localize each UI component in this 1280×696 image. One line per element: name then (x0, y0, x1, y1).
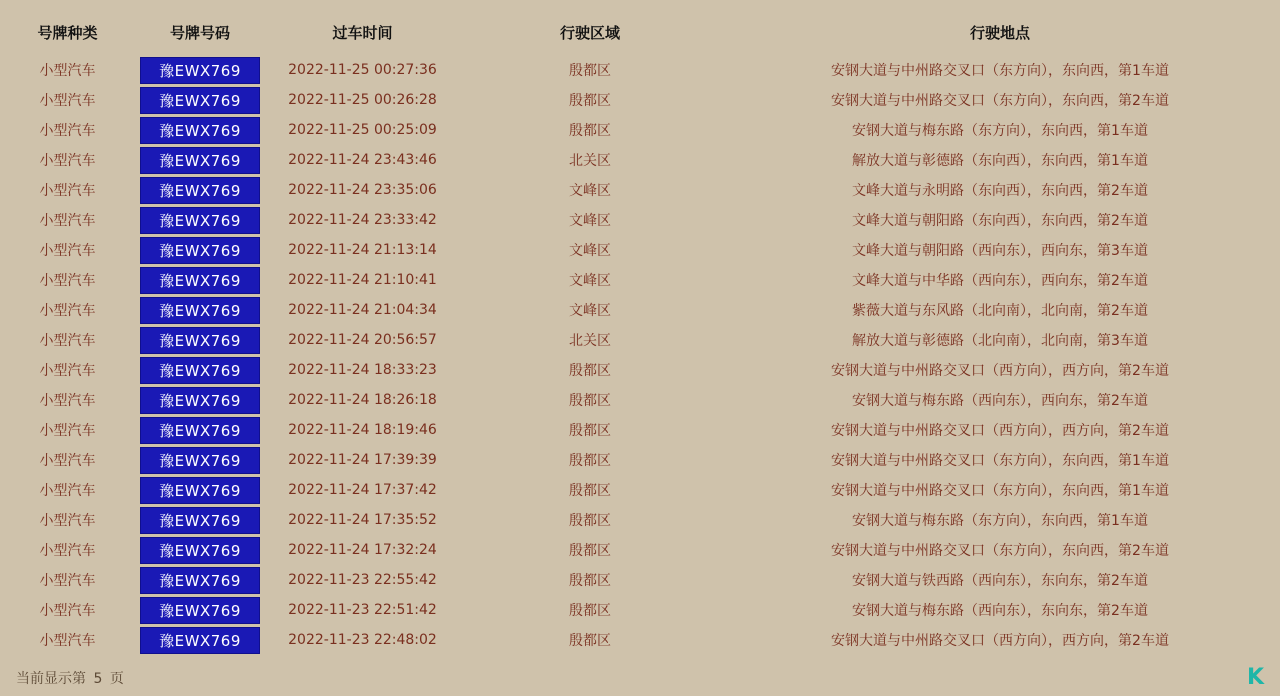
cell-plate-type: 小型汽车 (39, 633, 96, 649)
plate-badge: 豫EWX769 (140, 87, 260, 114)
table-row (0, 145, 1280, 175)
cell-plate-number (135, 205, 265, 235)
plate-badge: 豫EWX769 (140, 597, 260, 624)
cell-pass-time: 2022-11-24 20:56:57 (288, 332, 437, 348)
cell-pass-time: 2022-11-24 17:37:42 (288, 482, 437, 498)
plate-badge: 豫EWX769 (140, 567, 260, 594)
cell-area: 殷都区 (569, 123, 611, 139)
table-row (0, 265, 1280, 295)
table-row (0, 445, 1280, 475)
cell-plate-number (135, 445, 265, 475)
cell-pass-time: 2022-11-25 00:27:36 (288, 62, 437, 78)
cell-plate-type: 小型汽车 (39, 303, 96, 319)
cell-pass-time: 2022-11-24 17:32:24 (288, 542, 437, 558)
table-header (0, 16, 1280, 55)
table-row (0, 625, 1280, 655)
cell-area: 殷都区 (569, 483, 611, 499)
cell-plate-type: 小型汽车 (39, 273, 96, 289)
cell-location: 安钢大道与中州路交叉口（东方向），东向西，第2车道 (831, 543, 1169, 559)
plate-badge: 豫EWX769 (140, 627, 260, 654)
cell-area: 文峰区 (569, 273, 611, 289)
plate-badge: 豫EWX769 (140, 57, 260, 84)
cell-location: 安钢大道与中州路交叉口（东方向），东向西，第1车道 (831, 483, 1169, 499)
cell-area: 文峰区 (569, 243, 611, 259)
table-row (0, 85, 1280, 115)
cell-plate-number (135, 385, 265, 415)
cell-plate-type: 小型汽车 (39, 543, 96, 559)
cell-pass-time: 2022-11-23 22:48:02 (288, 632, 437, 648)
cell-plate-number (135, 415, 265, 445)
cell-area: 殷都区 (569, 453, 611, 469)
plate-badge: 豫EWX769 (140, 267, 260, 294)
cell-plate-number (135, 295, 265, 325)
cell-plate-number (135, 85, 265, 115)
plate-badge: 豫EWX769 (140, 477, 260, 504)
cell-plate-type: 小型汽车 (39, 123, 96, 139)
cell-plate-number (135, 265, 265, 295)
plate-badge: 豫EWX769 (140, 237, 260, 264)
cell-plate-type: 小型汽车 (39, 153, 96, 169)
plate-badge: 豫EWX769 (140, 177, 260, 204)
cell-location: 解放大道与彰德路（北向南），北向南，第3车道 (852, 333, 1148, 349)
table-row (0, 115, 1280, 145)
pagination-prefix: 当前显示第 (16, 671, 86, 687)
cell-pass-time: 2022-11-24 23:33:42 (288, 212, 437, 228)
current-page-number: 5 (93, 671, 103, 687)
plate-badge: 豫EWX769 (140, 327, 260, 354)
cell-pass-time: 2022-11-24 18:19:46 (288, 422, 437, 438)
cell-pass-time: 2022-11-24 18:33:23 (288, 362, 437, 378)
table-row (0, 55, 1280, 85)
cell-location: 解放大道与彰德路（东向西），东向西，第1车道 (852, 153, 1148, 169)
plate-badge: 豫EWX769 (140, 537, 260, 564)
cell-area: 北关区 (569, 333, 611, 349)
plate-badge: 豫EWX769 (140, 387, 260, 414)
cell-location: 文峰大道与朝阳路（东向西），东向西，第2车道 (852, 213, 1148, 229)
cell-plate-type: 小型汽车 (39, 573, 96, 589)
table-row (0, 205, 1280, 235)
column-header-location: 行驶地点 (969, 24, 1030, 42)
cell-location: 安钢大道与梅东路（东方向），东向西，第1车道 (852, 513, 1148, 529)
cell-plate-number (135, 535, 265, 565)
cell-area: 殷都区 (569, 93, 611, 109)
table-body (0, 55, 1280, 655)
cell-location: 安钢大道与梅东路（东方向），东向西，第1车道 (852, 123, 1148, 139)
table-row (0, 535, 1280, 565)
table-row (0, 415, 1280, 445)
table-row (0, 385, 1280, 415)
cell-plate-number (135, 325, 265, 355)
cell-plate-number (135, 565, 265, 595)
table-row (0, 355, 1280, 385)
cell-pass-time: 2022-11-23 22:51:42 (288, 602, 437, 618)
pagination-suffix: 页 (109, 671, 124, 687)
cell-area: 殷都区 (569, 63, 611, 79)
cell-plate-type: 小型汽车 (39, 513, 96, 529)
cell-plate-number (135, 475, 265, 505)
cell-area: 文峰区 (569, 303, 611, 319)
cell-location: 安钢大道与中州路交叉口（东方向），东向西，第2车道 (831, 93, 1169, 109)
cell-plate-number (135, 355, 265, 385)
cell-plate-type: 小型汽车 (39, 483, 96, 499)
cell-pass-time: 2022-11-24 21:13:14 (288, 242, 437, 258)
cell-plate-type: 小型汽车 (39, 453, 96, 469)
cell-area: 北关区 (569, 153, 611, 169)
cell-area: 殷都区 (569, 423, 611, 439)
plate-badge: 豫EWX769 (140, 417, 260, 444)
cell-area: 殷都区 (569, 543, 611, 559)
cell-plate-type: 小型汽车 (39, 393, 96, 409)
table-row (0, 475, 1280, 505)
cell-plate-type: 小型汽车 (39, 183, 96, 199)
cell-plate-number (135, 175, 265, 205)
cell-plate-type: 小型汽车 (39, 93, 96, 109)
column-header-plate-number: 号牌号码 (169, 24, 230, 42)
cell-area: 殷都区 (569, 393, 611, 409)
cell-location: 安钢大道与梅东路（西向东），西向东，第2车道 (852, 393, 1148, 409)
pagination-status (16, 668, 124, 688)
cell-location: 安钢大道与梅东路（西向东），东向东，第2车道 (852, 603, 1148, 619)
table-row (0, 565, 1280, 595)
cell-location: 文峰大道与永明路（东向西），东向西，第2车道 (852, 183, 1148, 199)
cell-plate-type: 小型汽车 (39, 243, 96, 259)
cell-plate-number (135, 595, 265, 625)
table-row (0, 175, 1280, 205)
cell-area: 殷都区 (569, 633, 611, 649)
table-row (0, 595, 1280, 625)
plate-badge: 豫EWX769 (140, 117, 260, 144)
plate-badge: 豫EWX769 (140, 447, 260, 474)
cell-area: 殷都区 (569, 573, 611, 589)
plate-badge: 豫EWX769 (140, 147, 260, 174)
column-header-plate-type: 号牌种类 (37, 24, 98, 42)
table-row (0, 505, 1280, 535)
plate-badge: 豫EWX769 (140, 297, 260, 324)
cell-plate-type: 小型汽车 (39, 603, 96, 619)
table-row (0, 295, 1280, 325)
cell-location: 安钢大道与中州路交叉口（东方向），东向西，第1车道 (831, 453, 1169, 469)
cell-pass-time: 2022-11-24 23:35:06 (288, 182, 437, 198)
table-row (0, 325, 1280, 355)
cell-area: 文峰区 (569, 213, 611, 229)
cell-location: 紫薇大道与东风路（北向南），北向南，第2车道 (852, 303, 1148, 319)
cell-plate-type: 小型汽车 (39, 63, 96, 79)
cell-location: 安钢大道与铁西路（西向东），东向东，第2车道 (852, 573, 1148, 589)
cell-plate-number (135, 145, 265, 175)
cell-pass-time: 2022-11-24 17:39:39 (288, 452, 437, 468)
plate-badge: 豫EWX769 (140, 507, 260, 534)
cell-area: 殷都区 (569, 513, 611, 529)
cell-location: 文峰大道与中华路（西向东），西向东，第2车道 (852, 273, 1148, 289)
cell-location: 安钢大道与中州路交叉口（西方向），西方向，第2车道 (831, 423, 1169, 439)
cell-location: 安钢大道与中州路交叉口（西方向），西方向，第2车道 (831, 633, 1169, 649)
table-row (0, 235, 1280, 265)
cell-pass-time: 2022-11-23 22:55:42 (288, 572, 437, 588)
vehicle-pass-records-table (0, 16, 1280, 655)
cell-location: 文峰大道与朝阳路（西向东），西向东，第3车道 (852, 243, 1148, 259)
cell-plate-type: 小型汽车 (39, 333, 96, 349)
cell-plate-number (135, 235, 265, 265)
cell-plate-number (135, 625, 265, 655)
cell-pass-time: 2022-11-24 23:43:46 (288, 152, 437, 168)
cell-plate-number (135, 115, 265, 145)
cell-area: 殷都区 (569, 363, 611, 379)
cell-plate-number (135, 55, 265, 85)
plate-badge: 豫EWX769 (140, 357, 260, 384)
cell-pass-time: 2022-11-25 00:26:28 (288, 92, 437, 108)
cell-location: 安钢大道与中州路交叉口（西方向），西方向，第2车道 (831, 363, 1169, 379)
cell-plate-type: 小型汽车 (39, 423, 96, 439)
cell-area: 文峰区 (569, 183, 611, 199)
cell-plate-type: 小型汽车 (39, 363, 96, 379)
column-header-area: 行驶区域 (559, 24, 620, 42)
cell-pass-time: 2022-11-24 17:35:52 (288, 512, 437, 528)
cell-area: 殷都区 (569, 603, 611, 619)
cell-pass-time: 2022-11-24 18:26:18 (288, 392, 437, 408)
cell-plate-type: 小型汽车 (39, 213, 96, 229)
watermark-logo: K (1246, 665, 1264, 690)
cell-pass-time: 2022-11-25 00:25:09 (288, 122, 437, 138)
column-header-pass-time: 过车时间 (332, 24, 393, 42)
plate-badge: 豫EWX769 (140, 207, 260, 234)
cell-pass-time: 2022-11-24 21:04:34 (288, 302, 437, 318)
cell-location: 安钢大道与中州路交叉口（东方向），东向西，第1车道 (831, 63, 1169, 79)
cell-plate-number (135, 505, 265, 535)
table-header-row (0, 16, 1280, 55)
cell-pass-time: 2022-11-24 21:10:41 (288, 272, 437, 288)
